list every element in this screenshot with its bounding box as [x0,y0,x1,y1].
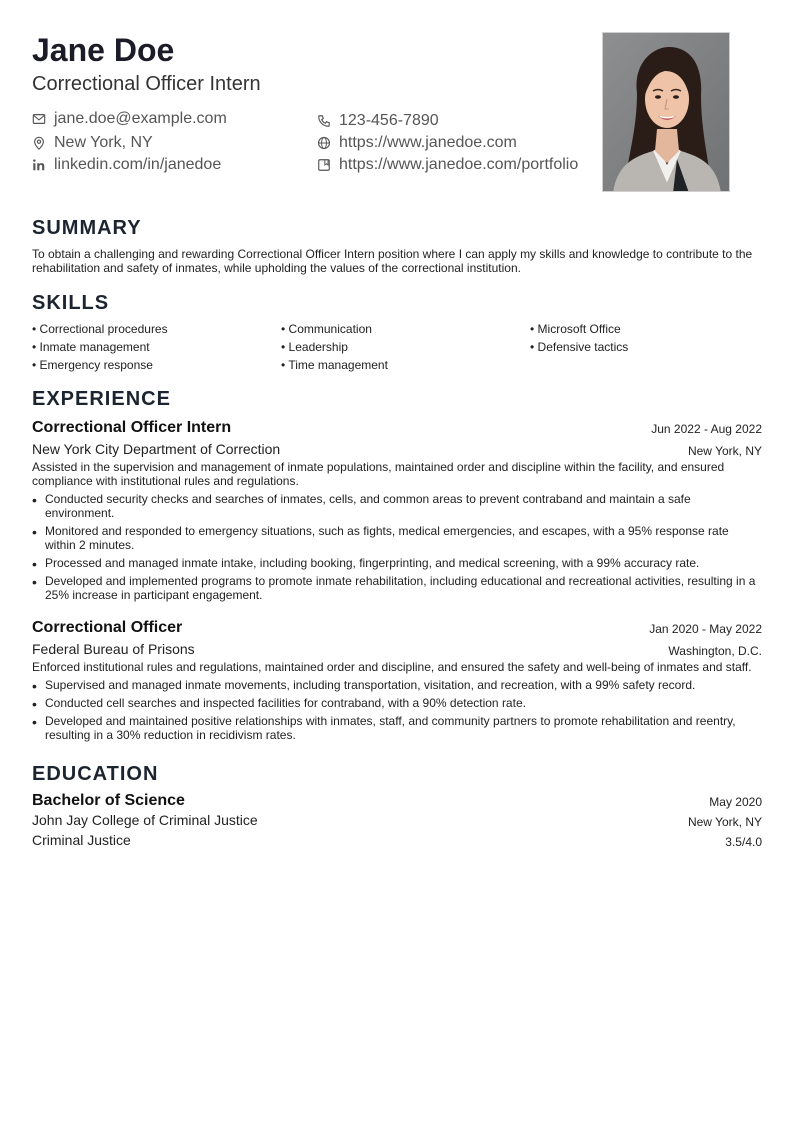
bullet-item: • Conducted security checks and searches of inmates, cells, and common areas to prevent contraband and maintain a safe environment. [32,492,762,520]
resume-header [32,32,762,192]
school-location: New York, NY [687,815,762,829]
summary-text: To obtain a challenging and rewarding Correctional Officer Intern position where I can apply my skills and knowledge to contribute to the rehabilitation and safety of inmates, while upholding the values of the correctional institution. [32,247,753,275]
bullet-item: • Processed and managed inmate intake, including booking, fingerprinting, and medical screening, with a 99% accuracy rate. [32,556,762,570]
email-text: jane.doe@example.com [54,110,227,127]
job-location: New York, NY [687,444,762,458]
resume-page [32,32,762,849]
graduation-date: May 2020 [709,795,762,809]
skill-item: • Microsoft Office [530,322,621,336]
skill-item: • Inmate management [32,340,150,354]
skill-item: • Emergency response [32,358,153,372]
map-pin-icon [32,136,46,150]
school-name: John Jay College of Criminal Justice [32,812,258,828]
job-entry [32,619,762,746]
portfolio-icon [317,158,331,172]
profile-photo [602,32,730,192]
job-dates: Jan 2020 - May 2022 [649,622,762,636]
linkedin-text: linkedin.com/in/janedoe [54,156,222,173]
website-text: https://www.janedoe.com [339,134,517,151]
skill-item: • Correctional procedures [32,322,168,336]
bullet-item: • Supervised and managed inmate movements, including transportation, visitation, and recreation, with a 99% safety record. [32,678,762,692]
education-heading: EDUCATION [32,763,159,785]
contact-portfolio[interactable] [317,156,578,174]
job-bullets [32,492,762,602]
contact-linkedin[interactable] [32,156,221,174]
skill-item: • Defensive tactics [530,340,629,354]
skill-item: • Time management [281,358,388,372]
gpa: 3.5/4.0 [725,835,762,849]
bullet-item: • Conducted cell searches and inspected facilities for contraband, with a 90% detection rate. [32,696,762,710]
phone-icon [317,114,331,128]
job-description: Enforced institutional rules and regulations, maintained order and discipline, and ensured the safety and well-being of inmates and staff. [32,660,752,674]
job-title: Correctional Officer Intern [32,419,232,436]
job-dates: Jun 2022 - Aug 2022 [651,422,762,436]
bullet-item: • Developed and maintained positive relationships with inmates, staff, and community partners to promote rehabilitation and reentry, resulting in a 30% reduction in recidivism rates. [32,714,762,742]
location-text: New York, NY [54,134,153,151]
education-entry [32,792,762,852]
job-location: Washington, D.C. [668,644,762,658]
contact-location [32,134,153,152]
bullet-item: • Developed and implemented programs to promote inmate rehabilitation, including educational and recreational activities, resulting in a 25% increase in participant engagement. [32,574,762,602]
contact-website[interactable] [317,134,517,152]
job-description: Assisted in the supervision and management of inmate populations, maintained order and discipline within the facility, and ensured compliance with institutional rules and regulations. [32,460,725,488]
skill-item: • Leadership [281,340,348,354]
mail-icon [32,112,46,126]
degree: Bachelor of Science [32,792,185,809]
job-entry [32,419,762,606]
candidate-role: Correctional Officer Intern [32,73,261,95]
linkedin-icon [32,158,46,172]
portfolio-text: https://www.janedoe.com/portfolio [339,156,579,173]
job-title: Correctional Officer [32,619,183,636]
phone-text: 123-456-7890 [339,112,439,129]
contact-email[interactable] [32,110,227,128]
job-bullets [32,678,762,742]
skills-heading: SKILLS [32,292,110,314]
globe-icon [317,136,331,150]
job-organization: Federal Bureau of Prisons [32,641,195,657]
portrait-image [603,33,730,192]
bullet-item: • Monitored and responded to emergency situations, such as fights, medical emergencies, and escapes, with a 95% response rate within 2 minutes. [32,524,762,552]
candidate-name: Jane Doe [32,32,175,68]
summary-heading: SUMMARY [32,217,142,239]
skill-item: • Communication [281,322,372,336]
job-organization: New York City Department of Correction [32,441,281,457]
experience-heading: EXPERIENCE [32,388,171,410]
field-of-study: Criminal Justice [32,832,131,848]
contact-phone[interactable] [317,112,439,130]
